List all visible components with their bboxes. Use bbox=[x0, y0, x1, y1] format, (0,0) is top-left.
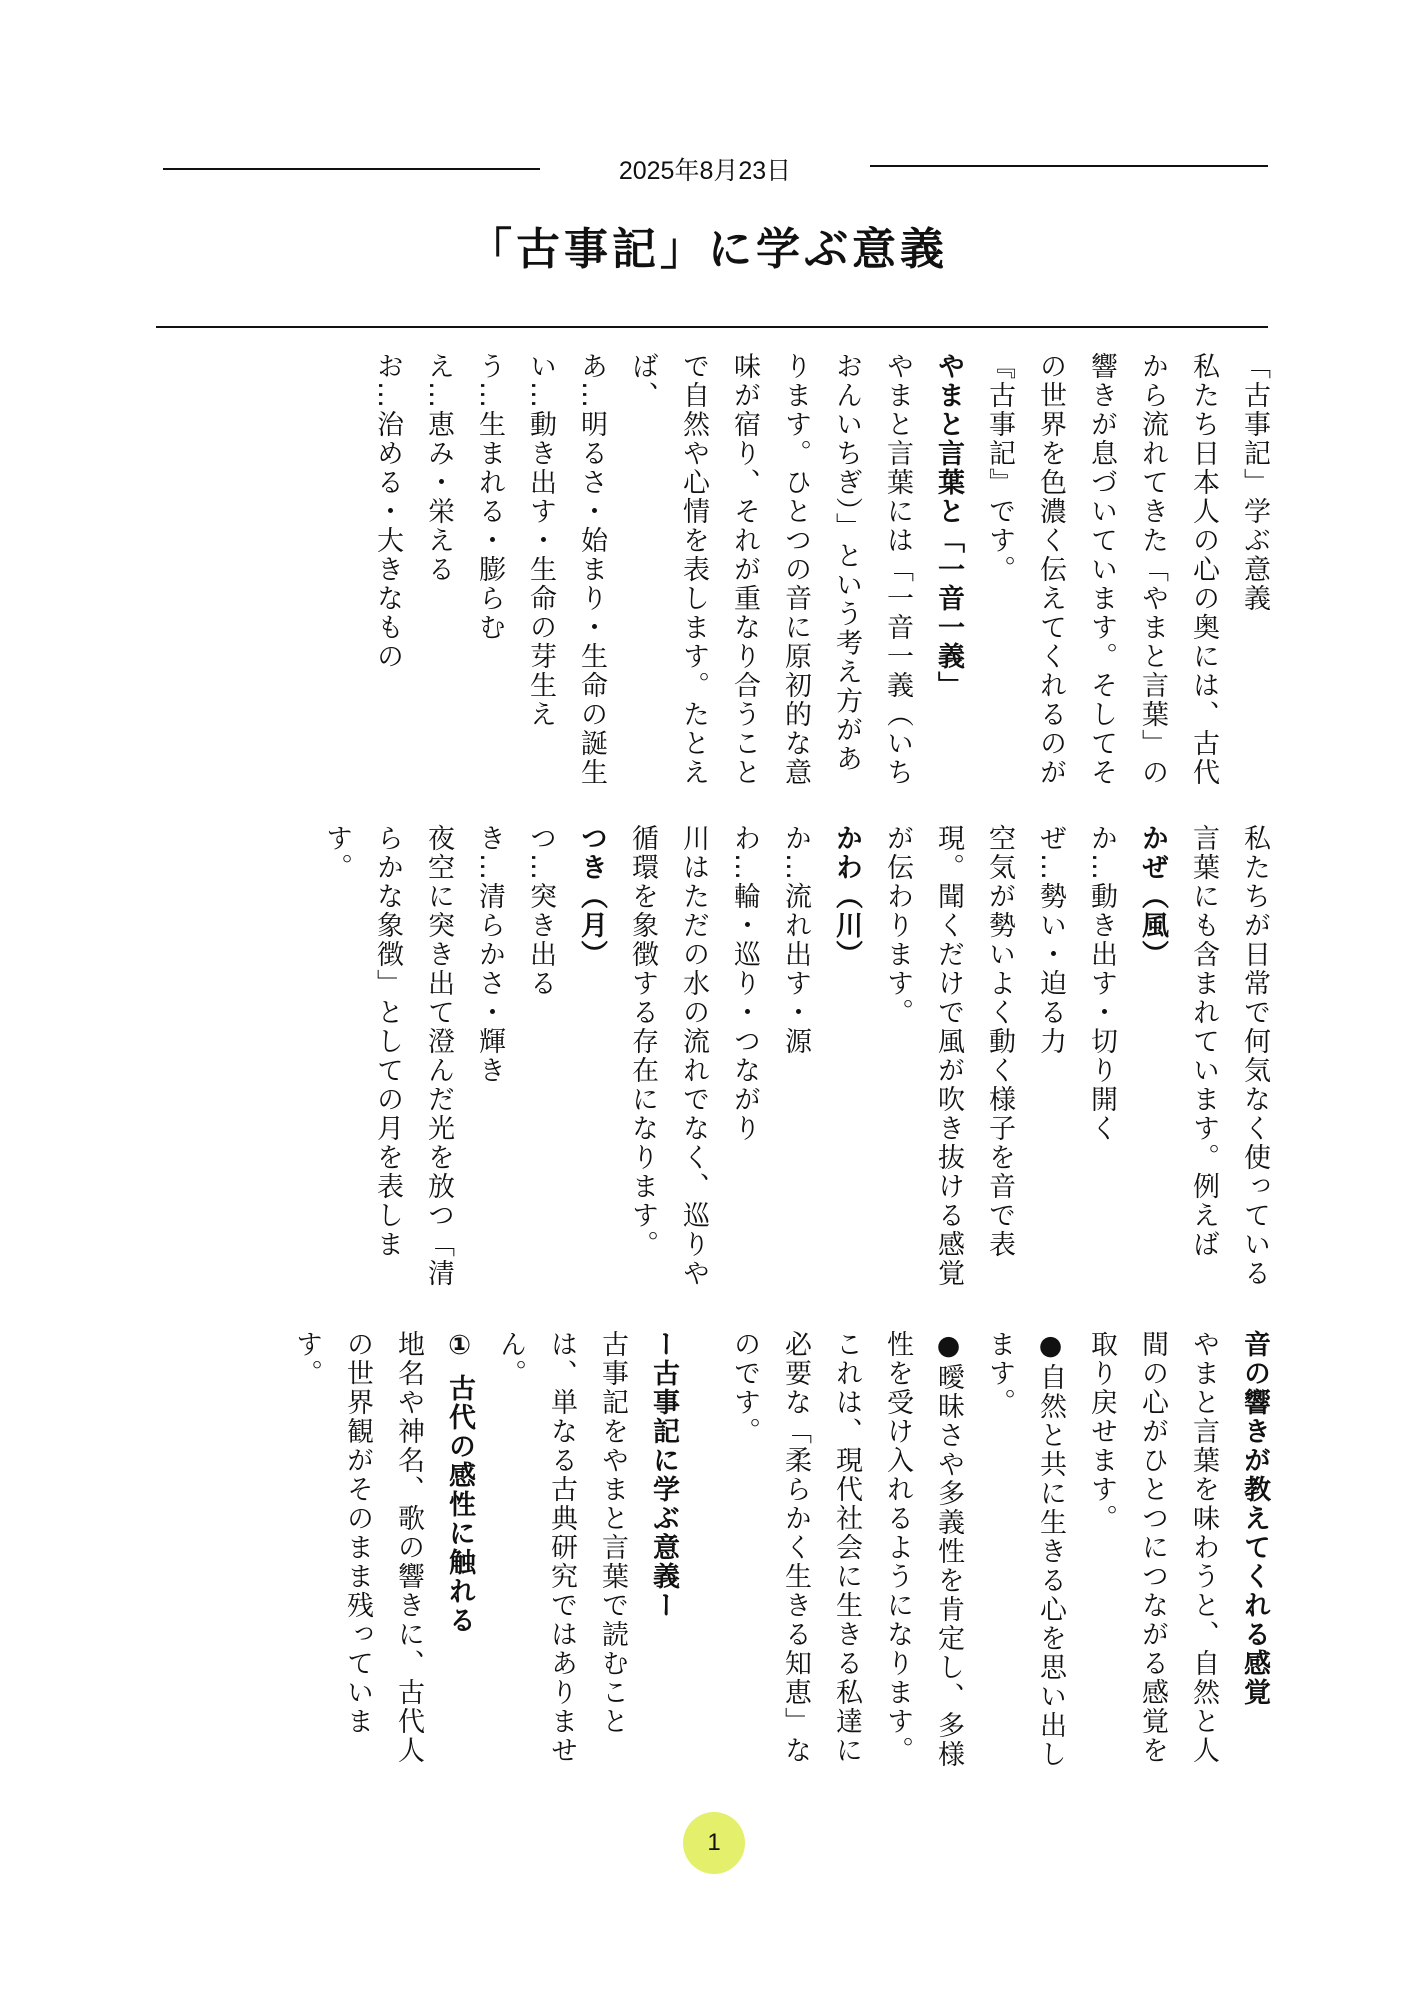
paragraph: 私たち日本人の心の奥には、古代から流れてきた「やまと言葉」の響きが息づいています。そしてその世界を色濃く伝えてくれるのが『古事記』です。 bbox=[984, 352, 1219, 787]
title-rule bbox=[156, 326, 1268, 328]
text-band-1 bbox=[200, 352, 1280, 797]
header-rule-right bbox=[870, 165, 1268, 167]
bullet-item: ●自然と共に生きる心を思い出します。 bbox=[984, 1330, 1066, 1769]
section-heading: かわ（川） bbox=[831, 824, 862, 969]
document-title: 「古事記」に学ぶ意義 bbox=[468, 224, 948, 275]
list-item: え…恵み・栄える bbox=[423, 352, 454, 584]
list-item: い…動き出す・生命の芽生え bbox=[525, 352, 556, 729]
section-heading: ー古事記に学ぶ意義ー bbox=[648, 1330, 679, 1620]
paragraph: 古事記をやまと言葉で読むことは、単なる古典研究ではありません。 bbox=[495, 1330, 628, 1765]
paragraph: 地名や神名、歌の響きに、古代人の世界観がそのまま残っています。 bbox=[291, 1330, 424, 1765]
paragraph: 「古事記」学ぶ意義 bbox=[1239, 352, 1270, 613]
bullet-item: ●曖昧さや多義性を肯定し、多様性を受け入れるようになります。 bbox=[882, 1330, 964, 1769]
list-item: き…清らかさ・輝き bbox=[474, 824, 505, 1085]
text-band-3 bbox=[200, 1330, 1280, 1780]
list-item: か…動き出す・切り開く bbox=[1086, 824, 1117, 1143]
paragraph: やまと言葉には「一音一義（いちおんいちぎ）」という考え方があります。ひとつの音に原初的な意味が宿り、それが重なり合うことで自然や心情を表します。たとえば、 bbox=[627, 352, 913, 787]
page-number-badge: 1 bbox=[683, 1812, 745, 1874]
list-item: う…生まれる・膨らむ bbox=[474, 352, 505, 642]
paragraph: 私たちが日常で何気なく使っている言葉にも含まれています。例えば bbox=[1188, 824, 1270, 1288]
section-heading: かぜ（風） bbox=[1137, 824, 1168, 969]
document-date: 2025年8月23日 bbox=[618, 157, 792, 185]
list-item: つ…突き出る bbox=[525, 824, 556, 998]
section-heading: 音の響きが教えてくれる感覚 bbox=[1239, 1330, 1270, 1707]
list-item: わ…輪・巡り・つながり bbox=[729, 824, 760, 1143]
paragraph: これは、現代社会に生きる私達に必要な「柔らかく生きる知恵」なのです。 bbox=[729, 1330, 862, 1765]
paragraph: 夜空に突き出て澄んだ光を放つ「清らかな象徴」としての月を表します。 bbox=[321, 824, 454, 1288]
list-item: お…治める・大きなもの bbox=[372, 352, 403, 671]
paragraph: 空気が勢いよく動く様子を音で表現。聞くだけで風が吹き抜ける感覚が伝わります。 bbox=[882, 824, 1015, 1288]
text-band-2 bbox=[200, 824, 1280, 1294]
list-item: あ…明るさ・始まり・生命の誕生 bbox=[576, 352, 607, 787]
header-rule-left bbox=[163, 168, 540, 170]
section-heading: ① 古代の感性に触れる bbox=[444, 1330, 475, 1636]
section-heading: やまと言葉と「一音一義」 bbox=[933, 352, 964, 700]
section-heading: つき（月） bbox=[576, 824, 607, 969]
list-item: か…流れ出す・源 bbox=[780, 824, 811, 1056]
paragraph: やまと言葉を味わうと、自然と人間の心がひとつにつながる感覚を取り戻せます。 bbox=[1086, 1330, 1219, 1765]
spacer bbox=[689, 1330, 719, 1780]
list-item: ぜ…勢い・迫る力 bbox=[1035, 824, 1066, 1056]
paragraph: 川はただの水の流れでなく、巡りや循環を象徴する存在になります。 bbox=[627, 824, 709, 1288]
